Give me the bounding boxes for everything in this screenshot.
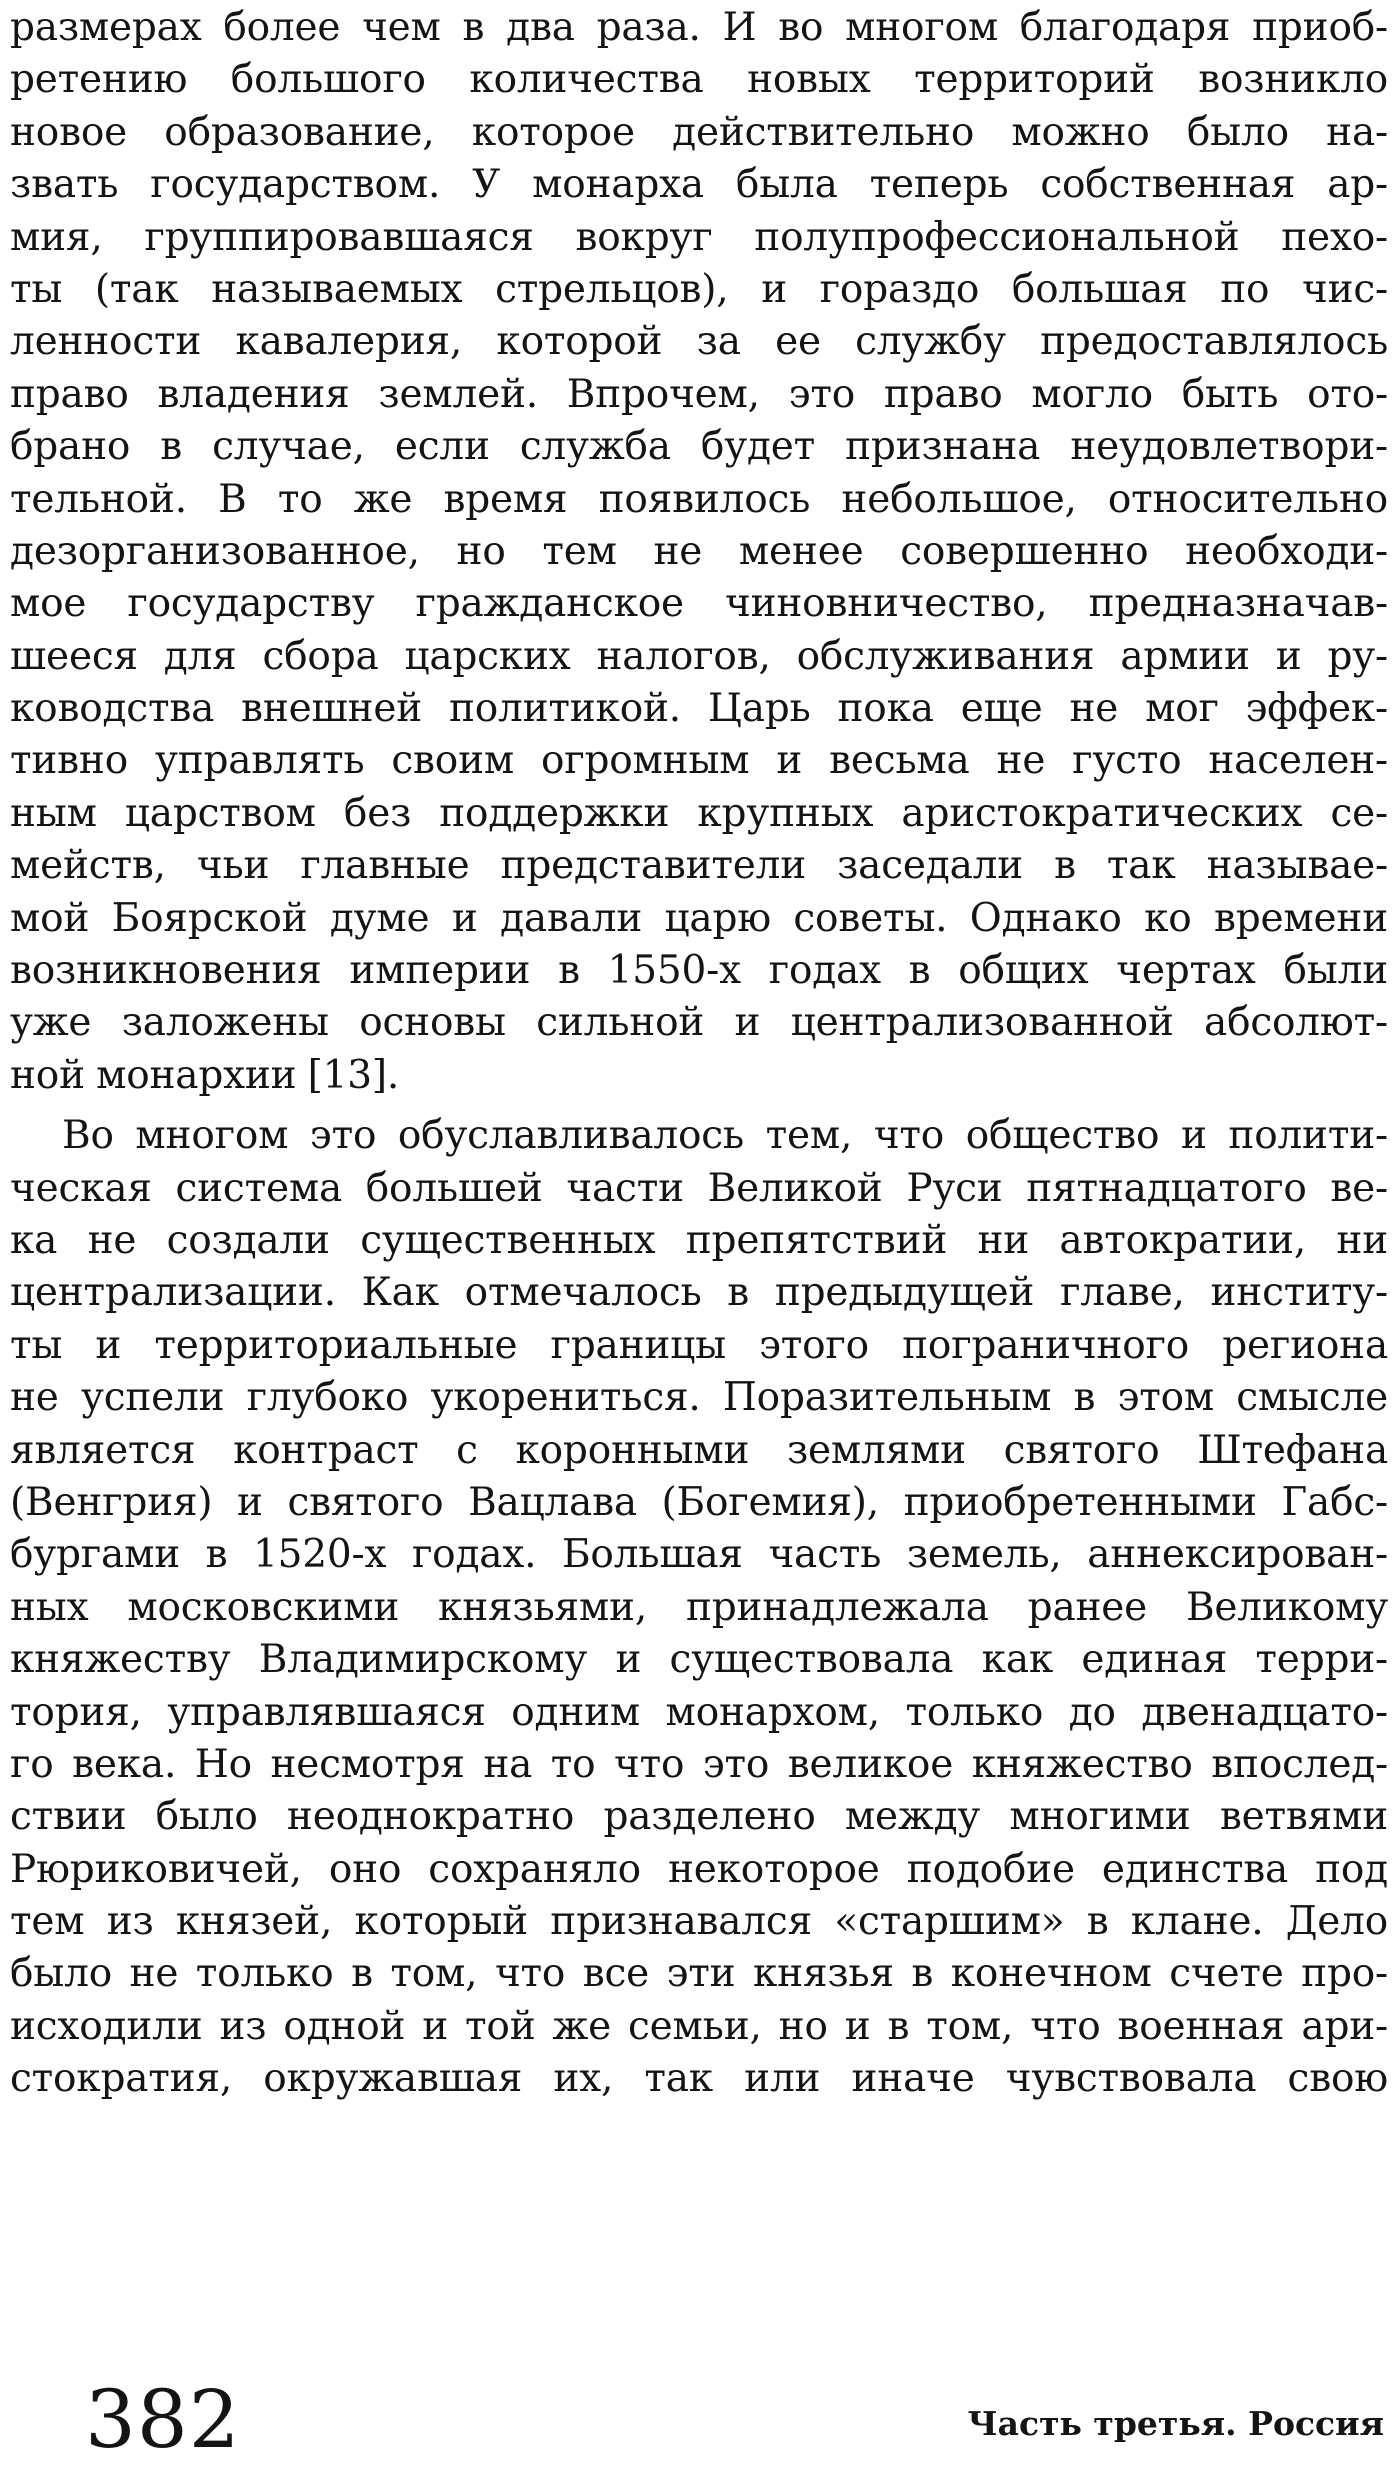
text-line: возникновения империи в 1550-х годах в общих чертах были (10, 948, 1388, 994)
text-line: брано в случае, если служба будет признана неудовлетвори- (10, 424, 1388, 470)
text-line: ленности кавалерия, которой за ее службу предоставлялось (10, 319, 1388, 365)
text-line: ных московскими князьями, принадлежала ранее Великому (10, 1584, 1388, 1630)
text-line: является контраст с коронными землями святого Штефана (10, 1427, 1388, 1473)
text-line: мой Боярской думе и давали царю советы. Однако ко времени (10, 895, 1388, 941)
text-line: новое образование, которое действительно можно было на- (10, 109, 1388, 155)
text-line: централизации. Как отмечалось в предыдущей главе, институ- (10, 1270, 1388, 1316)
text-line: Во многом это обуславливалось тем, что общество и полити- (62, 1113, 1388, 1159)
text-line: исходили из одной и той же семьи, но и в том, что военная ари- (10, 2003, 1388, 2049)
body-text (10, 2, 1388, 2106)
text-line: было не только в том, что все эти князья в конечном счете про- (10, 1951, 1388, 1997)
text-line: мия, группировавшаяся вокруг полупрофессиональной пехо- (10, 214, 1388, 260)
text-line: (Венгрия) и святого Вацлава (Богемия), приобретенными Габс- (10, 1479, 1388, 1525)
text-line: бургами в 1520-х годах. Большая часть земель, аннексирован- (10, 1532, 1388, 1578)
text-line: ствии было неоднократно разделено между многими ветвями (10, 1794, 1388, 1840)
text-line: ным царством без поддержки крупных аристократических се- (10, 790, 1388, 836)
text-line: го века. Но несмотря на то что это великое княжество впослед- (10, 1741, 1388, 1787)
text-line: дезорганизованное, но тем не менее совершенно необходи- (10, 528, 1388, 574)
text-line: тельной. В то же время появилось небольшое, относительно (10, 476, 1388, 522)
paragraph-2 (10, 1110, 1388, 2105)
text-line: ководства внешней политикой. Царь пока еще не мог эффек- (10, 686, 1388, 732)
text-line: тем из князей, который признавался «старшим» в клане. Дело (10, 1899, 1388, 1945)
text-line: ты (так называемых стрельцов), и гораздо большая по чис- (10, 266, 1388, 312)
text-line: княжеству Владимирскому и существовала как единая терри- (10, 1637, 1388, 1683)
text-line: звать государством. У монарха была теперь собственная ар- (10, 162, 1388, 208)
text-line: уже заложены основы сильной и централизованной абсолют- (10, 1000, 1388, 1046)
paragraph-1 (10, 2, 1388, 1102)
text-line: размерах более чем в два раза. И во многом благодаря приоб- (10, 5, 1388, 50)
page-number: 382 (85, 2373, 241, 2466)
page-footer (0, 2375, 1398, 2465)
text-line: ческая система большей части Великой Руси пятнадцатого ве- (10, 1165, 1388, 1211)
text-line: тория, управлявшаяся одним монархом, только до двенадцато- (10, 1689, 1388, 1735)
text-line: Рюриковичей, оно сохраняло некоторое подобие единства под (10, 1846, 1388, 1892)
text-line: ка не создали существенных препятствий ни автократии, ни (10, 1217, 1388, 1263)
text-line: тивно управлять своим огромным и весьма не густо населен- (10, 738, 1388, 784)
text-line: ной монархии [13]. (10, 1052, 400, 1098)
text-line: ты и территориальные границы этого пограничного региона (10, 1322, 1388, 1368)
running-footer-title: Часть третья. Россия (967, 2404, 1384, 2443)
text-line: ретению большого количества новых территорий возникло (10, 57, 1388, 103)
text-line: мое государству гражданское чиновничество, предназначав- (10, 581, 1388, 627)
text-line: шееся для сбора царских налогов, обслуживания армии и ру- (10, 633, 1388, 679)
text-line: право владения землей. Впрочем, это право могло быть ото- (10, 371, 1388, 417)
text-line: не успели глубоко укорениться. Поразительным в этом смысле (10, 1375, 1388, 1421)
text-line: мейств, чьи главные представители заседали в так называе- (10, 843, 1388, 889)
paragraph-gap (10, 1102, 1388, 1110)
text-line: стократия, окружавшая их, так или иначе чувствовала свою (10, 2056, 1388, 2102)
